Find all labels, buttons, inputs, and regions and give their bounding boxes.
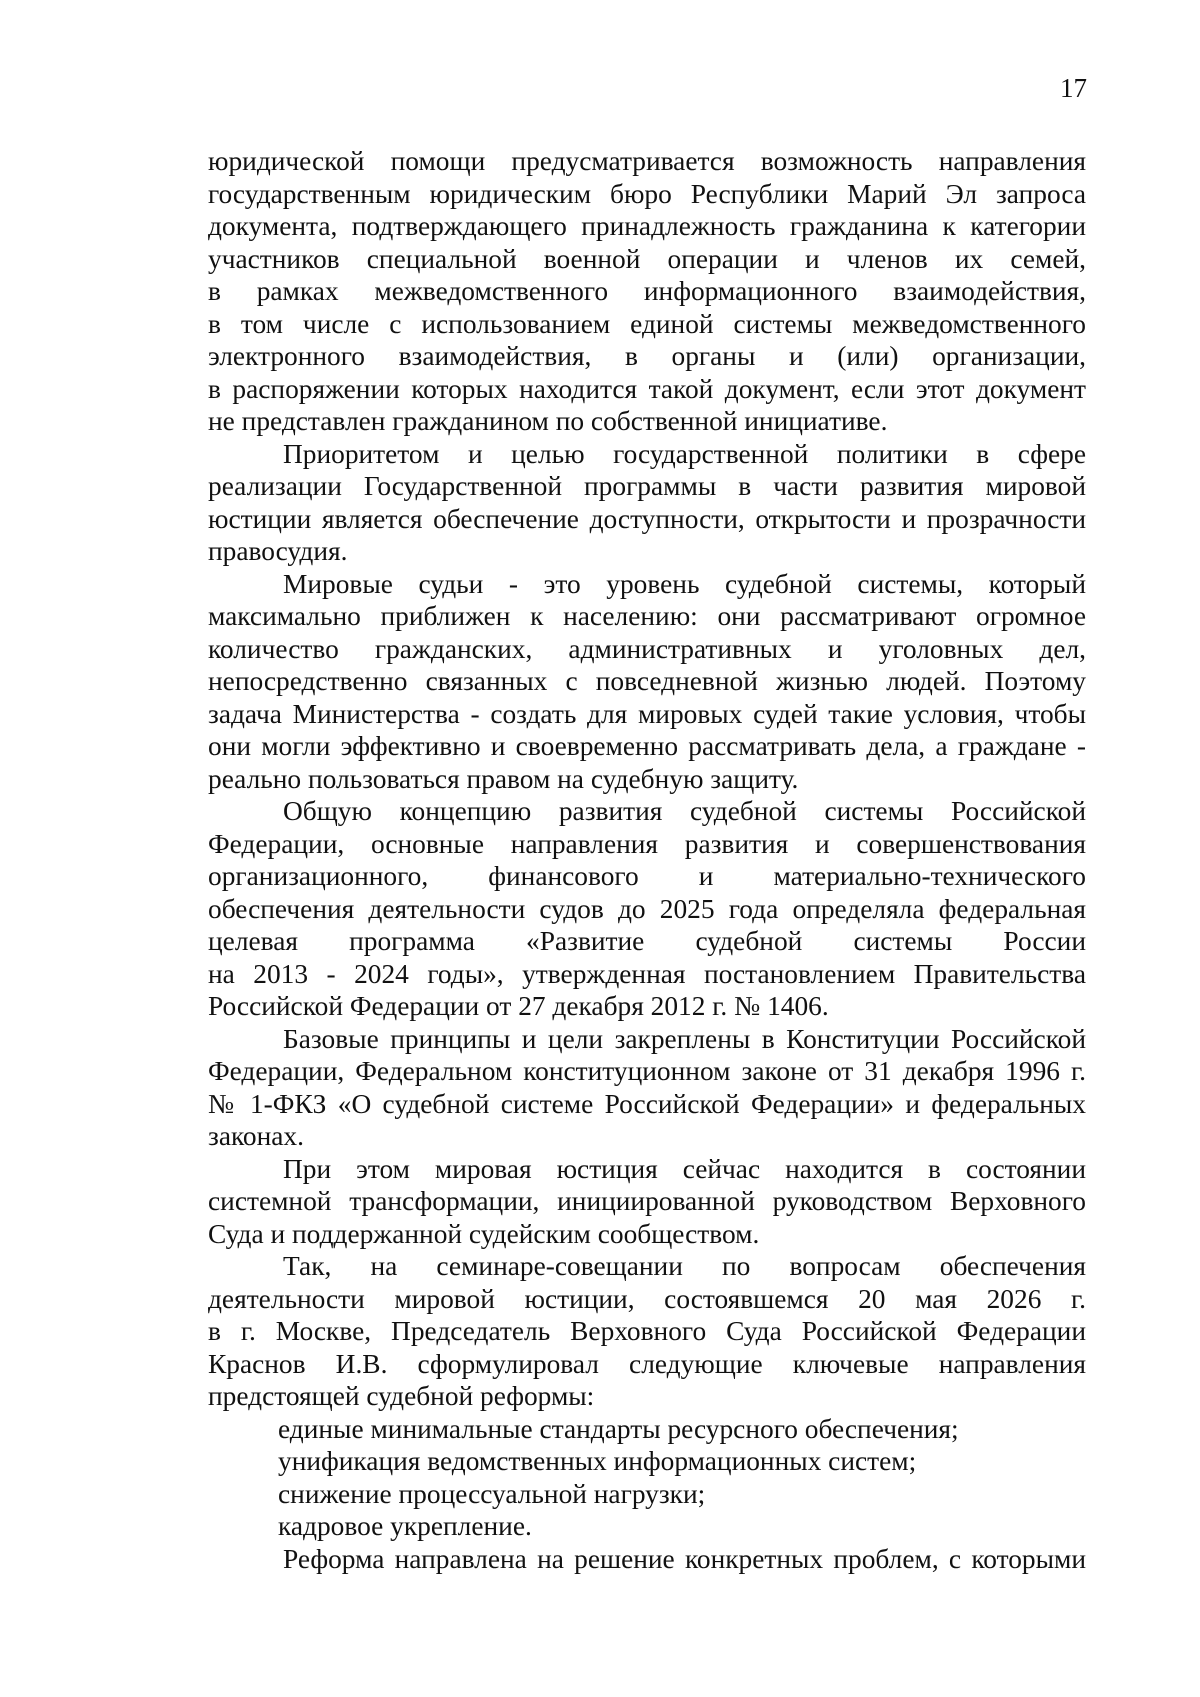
list-item: снижение процессуальной нагрузки; xyxy=(278,1478,706,1509)
text-line: участников специальной военной операции и членов их семей, xyxy=(208,243,1086,274)
text-line: предстоящей судебной реформы: xyxy=(208,1381,595,1411)
text-line: системной трансформации, инициированной руководством Верховного xyxy=(208,1186,1086,1216)
paragraph-first-line: Базовые принципы и цели закреплены в Конституции Российской xyxy=(283,1023,1086,1054)
text-line: законах. xyxy=(208,1121,304,1151)
text-line: Федерации, основные направления развития и совершенствования xyxy=(208,828,1086,859)
text-line: государственным юридическим бюро Республики Марий Эл запроса xyxy=(208,178,1086,209)
text-line: максимально приближен к населению: они рассматривают огромное xyxy=(208,601,1086,631)
paragraph-first-line: Мировые судьи - это уровень судебной системы, который xyxy=(283,568,1086,599)
list-item: кадровое укрепление. xyxy=(278,1511,532,1541)
body-text xyxy=(208,145,1086,1575)
text-line: в рамках межведомственного информационного взаимодействия, xyxy=(208,276,1086,306)
text-line: в распоряжении которых находится такой документ, если этот документ xyxy=(208,373,1086,404)
paragraph-first-line: Так, на семинаре-совещании по вопросам обеспечения xyxy=(283,1251,1086,1281)
text-line: Краснов И.В. сформулировал следующие ключевые направления xyxy=(208,1348,1086,1379)
text-line: Федерации, Федеральном конституционном законе от 31 декабря 1996 г. xyxy=(208,1056,1086,1086)
text-line: документа, подтверждающего принадлежность гражданина к категории xyxy=(208,211,1086,241)
text-line: № 1-ФКЗ «О судебной системе Российской Федерации» и федеральных xyxy=(208,1088,1086,1119)
text-line: не представлен гражданином по собственной инициативе. xyxy=(208,406,888,436)
text-line: Суда и поддержанной судейским сообществом. xyxy=(208,1218,760,1249)
list-item: единые минимальные стандарты ресурсного обеспечения; xyxy=(278,1413,959,1444)
paragraph-first-line: Реформа направлена на решение конкретных проблем, с которыми xyxy=(283,1543,1086,1574)
text-line: реально пользоваться правом на судебную защиту. xyxy=(208,763,799,794)
text-line: электронного взаимодействия, в органы и (или) организации, xyxy=(208,341,1086,371)
text-line: юридической помощи предусматривается возможность направления xyxy=(208,146,1086,176)
text-line: задача Министерства - создать для мировых судей такие условия, чтобы xyxy=(208,698,1086,729)
paragraph-first-line: При этом мировая юстиция сейчас находится в состоянии xyxy=(283,1153,1086,1184)
text-line: деятельности мировой юстиции, состоявшемся 20 мая 2026 г. xyxy=(208,1283,1086,1314)
text-line: количество гражданских, административных и уголовных дел, xyxy=(208,633,1086,664)
text-line: обеспечения деятельности судов до 2025 года определяла федеральная xyxy=(208,893,1086,924)
text-line: организационного, финансового и материально-технического xyxy=(208,861,1086,891)
text-line: в г. Москве, Председатель Верховного Суда Российской Федерации xyxy=(208,1316,1086,1346)
text-line: реализации Государственной программы в части развития мировой xyxy=(208,471,1086,501)
text-line: непосредственно связанных с повседневной жизнью людей. Поэтому xyxy=(208,666,1086,696)
text-line: на 2013 - 2024 годы», утвержденная постановлением Правительства xyxy=(208,958,1086,989)
paragraph-first-line: Общую концепцию развития судебной системы Российской xyxy=(283,796,1086,826)
list-item: унификация ведомственных информационных систем; xyxy=(278,1446,917,1476)
text-line: Российской Федерации от 27 декабря 2012 г. № 1406. xyxy=(208,991,829,1021)
text-line: в том числе с использованием единой системы межведомственного xyxy=(208,308,1086,339)
page-number: 17 xyxy=(1060,73,1087,103)
paragraph-first-line: Приоритетом и целью государственной политики в сфере xyxy=(283,438,1086,469)
text-line: они могли эффективно и своевременно рассматривать дела, а граждане - xyxy=(208,731,1086,761)
text-line: правосудия. xyxy=(208,536,348,566)
text-line: юстиции является обеспечение доступности, открытости и прозрачности xyxy=(208,503,1086,534)
text-line: целевая программа «Развитие судебной системы России xyxy=(208,926,1086,956)
